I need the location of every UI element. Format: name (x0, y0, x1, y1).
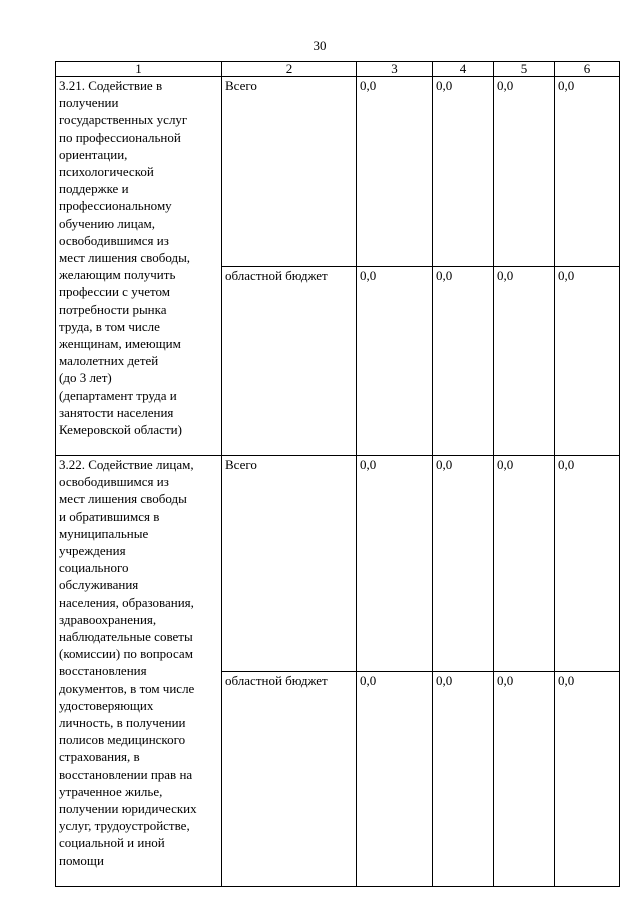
value-cell: 0,0 (357, 456, 433, 672)
table-row (56, 77, 620, 267)
header-cell: 4 (433, 62, 494, 77)
funding-source: Всего (222, 456, 357, 672)
header-cell: 5 (494, 62, 555, 77)
value-cell: 0,0 (433, 77, 494, 267)
table-row (56, 456, 620, 672)
value-cell: 0,0 (494, 77, 555, 267)
value-cell: 0,0 (357, 671, 433, 887)
value-cell: 0,0 (494, 671, 555, 887)
table-header-row (56, 62, 620, 77)
page-number: 30 (313, 38, 327, 53)
value-cell: 0,0 (494, 266, 555, 456)
header-cell: 2 (222, 62, 357, 77)
value-cell: 0,0 (555, 266, 620, 456)
value-cell: 0,0 (555, 671, 620, 887)
activity-description: 3.22. Содействие лицам, освободившимся из мест лишения свободы и обратившимся в муниципальные учреждения социального обслуживания населения, образования, здравоохранения, наблюдательные советы (комиссии) по вопросам восстановления документов, в том числе удостоверяющих личность, в получении полисов медицинского страхования, в восстановлении прав на утраченное жилье, получении юридических услуг, трудоустройстве, социальной и иной помощи (56, 456, 222, 887)
funding-source: областной бюджет (222, 671, 357, 887)
value-cell: 0,0 (433, 671, 494, 887)
program-table (55, 61, 620, 887)
value-cell: 0,0 (357, 77, 433, 267)
value-cell: 0,0 (555, 77, 620, 267)
header-cell: 6 (555, 62, 620, 77)
value-cell: 0,0 (357, 266, 433, 456)
value-cell: 0,0 (555, 456, 620, 672)
funding-source: областной бюджет (222, 266, 357, 456)
value-cell: 0,0 (433, 266, 494, 456)
header-cell: 3 (357, 62, 433, 77)
value-cell: 0,0 (494, 456, 555, 672)
funding-source: Всего (222, 77, 357, 267)
value-cell: 0,0 (433, 456, 494, 672)
header-cell: 1 (56, 62, 222, 77)
activity-description: 3.21. Содействие в получении государственных услуг по профессиональной ориентации, психологической поддержке и профессиональному обучению лицам, освободившимся из мест лишения свободы, желающим получить профессии с учетом потребности рынка труда, в том числе женщинам, имеющим малолетних детей (до 3 лет) (департамент труда и занятости населения Кемеровской области) (56, 77, 222, 456)
